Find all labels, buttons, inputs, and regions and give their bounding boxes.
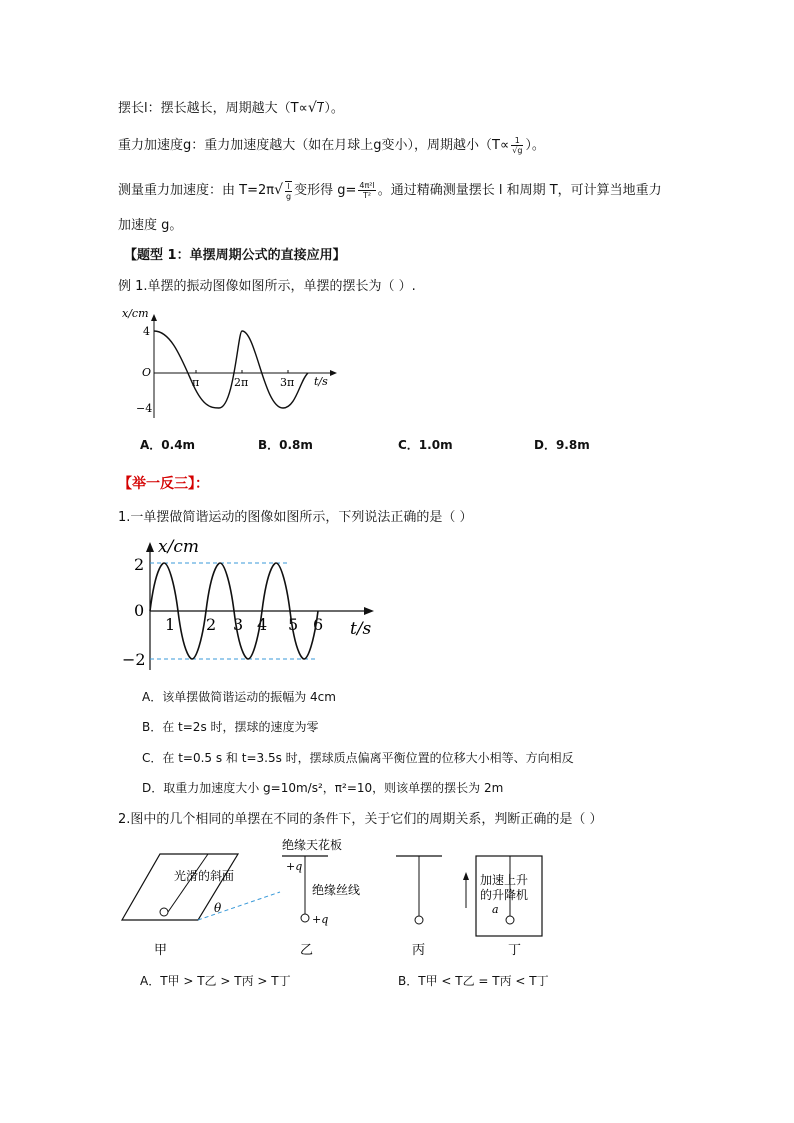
x-axis-label: t/s xyxy=(350,619,372,639)
q1-graph xyxy=(118,532,388,672)
ding-text-1: 加速上升 xyxy=(480,873,529,887)
q1-question: 1.一单摆做简谐运动的图像如图所示，下列说法正确的是（ ） xyxy=(118,510,473,525)
q2-question: 2.图中的几个相同的单摆在不同的条件下，关于它们的周期关系，判断正确的是（ ） xyxy=(118,812,603,827)
ding-text-2: 的升降机 xyxy=(480,888,529,902)
example1-question: 例 1.单摆的振动图像如图所示，单摆的摆长为（ ）. xyxy=(118,279,416,294)
origin-label: 0 xyxy=(134,601,145,620)
jia-caption: 甲 xyxy=(154,943,168,958)
formula-line-length: 摆长l：摆长越长，周期越大（T∝√ l ）。 xyxy=(118,100,344,116)
x-tick-label: 6 xyxy=(313,615,324,634)
ding-acceleration: a xyxy=(492,903,499,916)
x-tick-label: 3 xyxy=(233,615,244,634)
line-text: ）。 xyxy=(525,138,545,153)
line-text: 。通过精确测量摆长 l 和周期 T，可计算当地重力 xyxy=(377,183,662,198)
line-text: 变形得 g= xyxy=(294,183,357,198)
q1-option-a[interactable]: A．该单摆做简谐运动的振幅为 4cm xyxy=(142,690,336,704)
yi-caption: 乙 xyxy=(300,943,314,958)
line-text: 测量重力加速度：由 T=2π xyxy=(118,183,275,198)
fraction: $\frac{l}{g}$ xyxy=(286,181,292,201)
x-tick-label: π xyxy=(192,376,200,389)
x-tick-label: 5 xyxy=(288,615,299,634)
formula-line-gravity xyxy=(118,136,545,156)
x-tick-label: 3π xyxy=(280,376,295,389)
yi-thread-label: 绝缘丝线 xyxy=(312,883,361,897)
formula-line-continued: 加速度 g。 xyxy=(118,218,183,233)
fraction: $\frac{\text{4π²l}}{\text{T²}}$ xyxy=(359,181,375,200)
practice-title: 【举一反三】： xyxy=(118,476,209,492)
y-tick-label: 4 xyxy=(143,325,150,338)
sqrt-operand: l xyxy=(318,101,323,116)
cosine-wave xyxy=(154,331,308,408)
y-tick-label: 2 xyxy=(134,555,145,574)
option-c[interactable]: C．1.0m xyxy=(398,438,453,452)
bing-caption: 丙 xyxy=(412,943,426,958)
line-text: 摆长l：摆长越长，周期越大（T∝ xyxy=(118,101,308,116)
line-text: ）。 xyxy=(324,101,344,116)
x-tick-label: 2 xyxy=(206,615,217,634)
yi-ceiling-label: 绝缘天花板 xyxy=(282,838,343,852)
section-title: 【题型 1：单摆周期公式的直接应用】 xyxy=(124,248,346,263)
line-text: 重力加速度g：重力加速度越大（如在月球上g变小），周期越小（T∝ xyxy=(118,138,510,153)
jia-angle: θ xyxy=(214,901,222,915)
q1-option-c[interactable]: C．在 t=0.5 s 和 t=3.5s 时，摆球质点偏离平衡位置的位移大小相等、方向相反 xyxy=(142,751,574,765)
y-tick-label: −4 xyxy=(136,402,153,415)
q2-figures xyxy=(118,836,558,966)
example1-graph xyxy=(118,300,348,425)
jia-label: 光滑的斜面 xyxy=(174,869,235,883)
q1-option-b[interactable]: B．在 t=2s 时，摆球的速度为零 xyxy=(142,720,319,734)
ding-caption: 丁 xyxy=(508,943,522,958)
formula-line-measure: 测量重力加速度：由 T=2π√ $\frac{l}{g}$ 变形得 g= $\frac{\text{4π²l}}{\text{T²}}$ 。通过精确测量摆长 l 和周期 T，可计算当地重力 xyxy=(118,181,662,201)
option-a[interactable]: A．0.4m xyxy=(140,438,196,452)
y-tick-label: −2 xyxy=(122,650,146,669)
yi-charge-top: +q xyxy=(286,860,303,873)
option-d[interactable]: D．9.8m xyxy=(534,438,590,452)
yi-charge-bottom: +q xyxy=(312,913,329,926)
origin-label: O xyxy=(142,366,152,379)
x-tick-label: 2π xyxy=(234,376,249,389)
q2-option-b[interactable]: B．T甲 < T乙 = T丙 < T丁 xyxy=(398,974,549,988)
fraction: $\frac{1}{√g}$ xyxy=(512,136,523,155)
y-axis-label: x/cm xyxy=(158,537,199,557)
x-tick-label: 4 xyxy=(257,615,268,634)
x-tick-label: 1 xyxy=(165,615,176,634)
x-axis-label: t/s xyxy=(314,375,328,388)
q2-option-a[interactable]: A．T甲 > T乙 > T丙 > T丁 xyxy=(140,974,291,988)
q1-option-d[interactable]: D．取重力加速度大小 g=10m/s²，π²=10，则该单摆的摆长为 2m xyxy=(142,781,504,795)
option-b[interactable]: B．0.8m xyxy=(258,438,313,452)
y-axis-label: x/cm xyxy=(122,307,149,320)
